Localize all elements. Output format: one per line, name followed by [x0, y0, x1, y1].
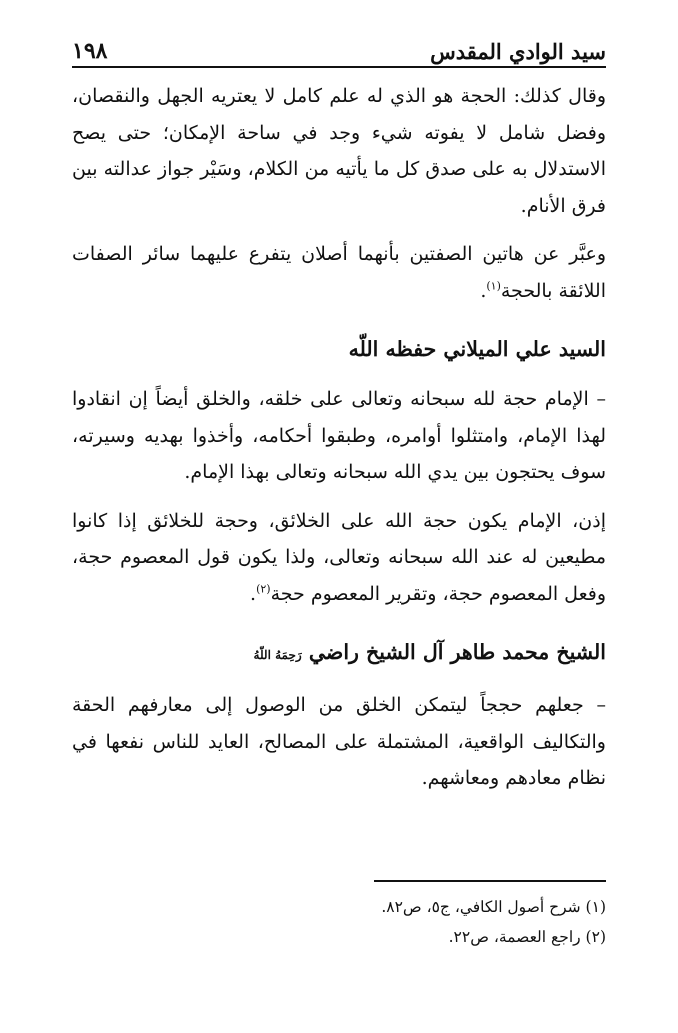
footnote-2: (٢) راجع العصمة، ص٢٢.: [448, 928, 606, 946]
paragraph-5: – جعلهم حججاً ليتمكن الخلق من الوصول إلى معارفهم الحقة والتكاليف الواقعية، المشتملة على المصالح، العايد للناس نفعها في نظام معادهم ومعاشهم.: [72, 694, 606, 789]
footnote-1: (١) شرح أصول الكافي، ج٥، ص٨٢.: [381, 898, 606, 916]
paragraph-4: [72, 503, 606, 613]
paragraph-2-end: .: [480, 279, 487, 302]
paragraph-3: – الإمام حجة لله سبحانه وتعالى على خلقه، والخلق أيضاً إن انقادوا لهذا الإمام، وامتثلوا أوامره، وطبقوا أحكامه، وأخذوا بهديه وسيرته، سوف يحتجون بين يدي الله سبحانه وتعالى بهذا الإمام.: [72, 388, 606, 483]
honorific-mark: رَحِمَهُ اللّهُ: [253, 648, 302, 662]
paragraph-gap: [72, 491, 606, 503]
footnote-rule: [374, 880, 606, 882]
paragraph-2: [72, 236, 606, 309]
page-number: ١٩٨: [72, 38, 108, 64]
section-heading-radi-text: الشيخ محمد طاهر آل الشيخ راضي: [308, 640, 606, 664]
header-rule: [72, 66, 606, 68]
page-header: [72, 28, 606, 62]
paragraph-2-text: وعبَّر عن هاتين الصفتين بأنهما أصلان يتفرع عليهما سائر الصفات اللائقة بالحجة: [72, 243, 606, 302]
running-title: سيد الوادي المقدس: [430, 39, 606, 64]
section-heading-milani: السيد علي الميلاني حفظه اللّه: [348, 337, 606, 361]
paragraph-1: وقال كذلك: الحجة هو الذي له علم كامل لا يعتريه الجهل والنقصان، وفضل شامل لا يفوته شيء وجد في ساحة الإمكان؛ حتى يصح الاستدلال به على صدق كل ما يأتيه من الكلام، وسَيْر جواز عدالته بين فرق الأنام.: [72, 85, 606, 217]
footnotes: [72, 892, 606, 952]
page-body: [72, 78, 606, 797]
paragraph-gap: [72, 224, 606, 236]
footnote-ref-2: (٢): [256, 582, 271, 596]
paragraph-4-end: .: [250, 582, 257, 605]
section-heading-radi: [72, 634, 606, 673]
paragraph-4-text: إذن، الإمام يكون حجة الله على الخلائق، وحجة للخلائق إذا كانوا مطيعين له عند الله سبحانه وتعالى، ولذا يكون قول المعصوم حجة، وفعل المعصوم حجة، وتقرير المعصوم حجة: [72, 509, 606, 605]
footnote-ref-1: (١): [486, 279, 501, 293]
